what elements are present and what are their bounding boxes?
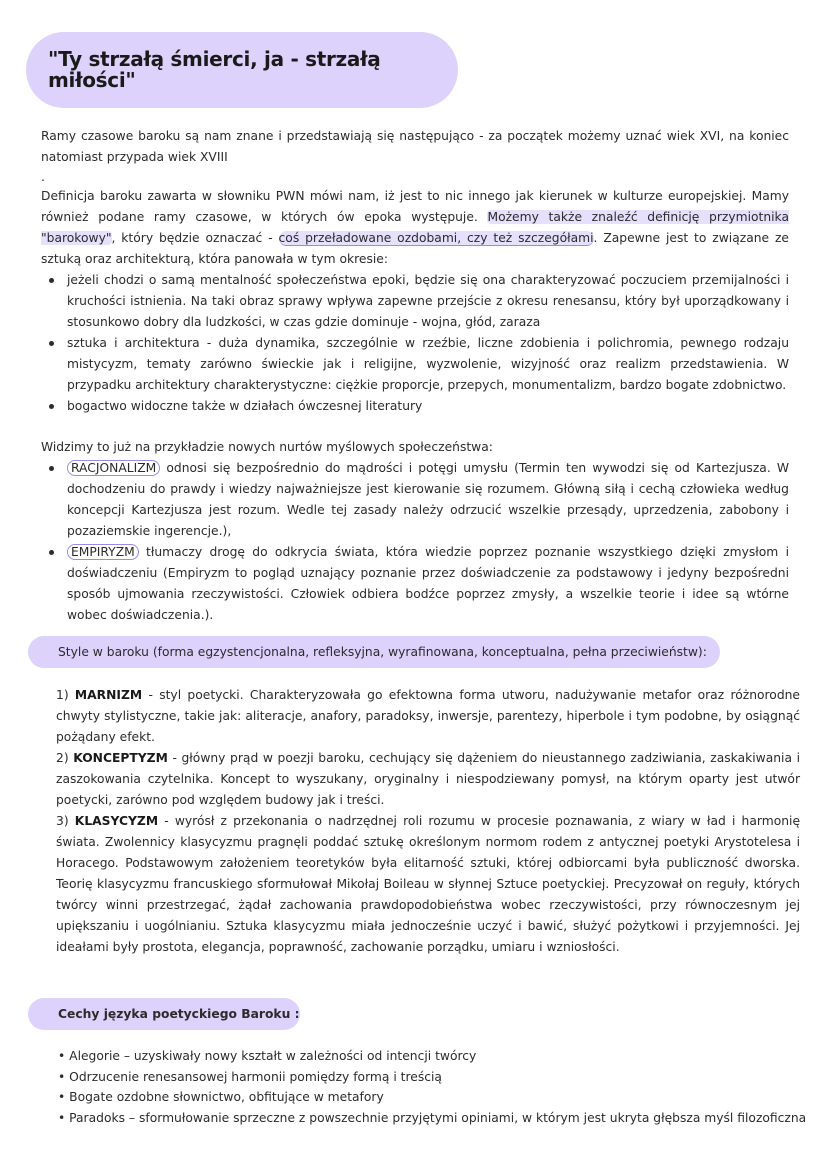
style-number: 2) bbox=[56, 751, 74, 765]
features-list bbox=[58, 1046, 808, 1128]
intro-paragraph-1: Ramy czasowe baroku są nam znane i przedstawiają się następująco - za początek możemy uznać wiek XVI, na koniec natomiast przypada wiek XVIII bbox=[41, 129, 789, 164]
currents-intro: Widzimy to już na przykładzie nowych nurtów myślowych społeczeństwa: bbox=[41, 440, 493, 454]
era-features-list bbox=[41, 270, 789, 417]
style-description: - wyrósł z przekonania o nadrzędnej roli rozumu w procesie poznawania, z wiary w ład i harmonię świata. Zwolennicy klasycyzmu pragnęli poddać sztukę określonym normom rodem z antycznej poetyki Arystotelesa i Horacego. Podstawowym założeniem teoretyków była elitarność sztuki, której odbiorcami była publiczność dworska. Teorię klasycyzmu francuskiego sformułował Mikołaj Boileau w słynnej Sztuce poetyckiej. Precyzował on reguły, których twórcy winni przestrzegać, żądał zachowania prawdopodobieństwa wobec rzeczywistości, przy równoczesnym jej upiększaniu i uogólnianiu. Sztuka klasycyzmu miała jednocześnie uczyć i bawić, służyć pożytkowi i przyjemności. Jej ideałami były prostota, elegancja, poprawność, zachowanie porządku, umiaru i wzniosłości. bbox=[56, 814, 801, 954]
empiricism-text: tłumaczy drogę do odkrycia świata, która wiedzie poprzez poznanie wszystkiego dzięki zmysłom i doświadczeniu (Empiryzm to pogląd uznający poznanie przez doświadczenie za podstawowy i jedyny bezpośredni sposób ujmowania rzeczywistości. Człowiek odbiera bodźce poprzez zmysły, a wszelkie teorie i idee są wtórne wobec doświadczenia.). bbox=[67, 545, 789, 622]
list-item: • Odrzucenie renesansowej harmonii pomiędzy formą i treścią bbox=[58, 1069, 442, 1084]
highlight-definition: Możemy także znaleźć definicję przymiotnika "barokowy" bbox=[41, 210, 790, 245]
style-name: KLASYCYZM bbox=[74, 814, 159, 828]
style-description: - główny prąd w poezji baroku, cechujący się dążeniem do nieustannego zadziwiania, zaskakiwania i zaszokowania czytelnika. Koncept to wyszukany, oryginalny i niespodziewany pomysł, na którym oparty jest utwór poetycki, zarówno pod względem budowy jak i treści. bbox=[56, 751, 801, 807]
list-item: • Bogate ozdobne słownictwo, obfitujące w metafory bbox=[58, 1090, 384, 1104]
style-name: KONCEPTYZM bbox=[73, 751, 168, 765]
intro-text-b: , który będzie oznaczać - bbox=[111, 231, 279, 245]
intro-text-c: . Zapewne jest to związane ze sztuką oraz architekturą, która panowała w tym okresie: bbox=[41, 231, 789, 266]
currents-list bbox=[41, 458, 789, 626]
style-item-2 bbox=[56, 748, 800, 811]
intro-paragraph-2 bbox=[41, 186, 789, 270]
style-item-1 bbox=[56, 685, 800, 748]
style-name: MARNIZM bbox=[74, 688, 143, 702]
list-item: • Paradoks – sformułowanie sprzeczne z powszechnie przyjętymi opiniami, w którym jest ukryta głębsza myśl filozoficzna bbox=[58, 1110, 807, 1125]
term-empiryzm: EMPIRYZM bbox=[67, 544, 139, 560]
features-header bbox=[28, 998, 300, 1030]
features-header-label: Cechy języka poetyckiego Baroku : bbox=[58, 1006, 300, 1021]
style-description: - styl poetycki. Charakteryzowała go efektowna forma utworu, nadużywanie metafor oraz różnorodne chwyty stylistyczne, takie jak: aliteracje, anafory, paradoksy, inwersje, parentezy, hiperbole i tym podobne, by osiągnąć pożądany efekt. bbox=[56, 688, 800, 744]
styles-header bbox=[28, 636, 720, 668]
rationalism-text: odnosi się bezpośrednio do mądrości i potęgi umysłu (Termin ten wywodzi się od Kartezjusza. W dochodzeniu do prawdy i wiedzy najważniejsze jest kierowanie się rozumem. Główną siłą i cechą człowieka według koncepcji Kartezjusza jest rozum. Wedle tej zasady należy odrzucić wszelkie przesądy, uprzedzenia, zabobony i pozaziemskie ingerencje.), bbox=[67, 461, 789, 538]
page-title: "Ty strzałą śmierci, ja - strzałą miłości" bbox=[48, 47, 381, 92]
term-racjonalizm: RACJONALIZM bbox=[67, 460, 160, 476]
list-item-rationalism bbox=[67, 458, 789, 542]
intro-section bbox=[41, 126, 789, 417]
title-banner bbox=[26, 32, 458, 108]
style-number: 3) bbox=[56, 814, 75, 828]
style-number: 1) bbox=[56, 688, 75, 702]
style-item-3 bbox=[56, 811, 800, 958]
list-item: jeżeli chodzi o samą mentalność społeczeństwa epoki, będzie się ona charakteryzować poczuciem przemijalności i kruchości istnienia. Na taki obraz sprawy wpływa zapewne przejście z okresu renesansu, który był uporządkowany i stosunkowo dobry dla ludzkości, w czas gdzie dominuje - wojna, głód, zaraza bbox=[67, 270, 789, 333]
intro-text-a: Definicja baroku zawarta w słowniku PWN mówi nam, iż jest to nic innego jak kierunek w kulturze europejskiej. Mamy również podane ramy czasowe, w których ów epoka występuje. bbox=[41, 189, 789, 224]
highlight-meaning: coś przeładowane ozdobami, czy też szczegółami bbox=[278, 231, 594, 245]
list-item: sztuka i architektura - duża dynamika, szczególnie w rzeźbie, liczne zdobienia i polichromia, pewnego rodzaju mistycyzm, tematy zarówno świeckie jak i religijne, wyzwolenie, wizyjność oraz realizm przedstawienia. W przypadku architektury charakterystyczne: ciężkie proporcje, przepych, monumentalizm, bardzo bogate zdobnictwo. bbox=[67, 333, 789, 396]
styles-header-label: Style w baroku (forma egzystencjonalna, refleksyjna, wyrafinowana, konceptualna, pełna przeciwieństw): bbox=[58, 644, 707, 659]
list-item: bogactwo widoczne także w działach ówczesnej literatury bbox=[67, 396, 789, 417]
styles-section bbox=[56, 685, 800, 958]
intro-dot: . bbox=[41, 170, 45, 184]
list-item-empiricism bbox=[67, 542, 789, 626]
currents-section bbox=[41, 437, 789, 626]
list-item: • Alegorie – uzyskiwały nowy kształt w zależności od intencji twórcy bbox=[58, 1049, 477, 1063]
